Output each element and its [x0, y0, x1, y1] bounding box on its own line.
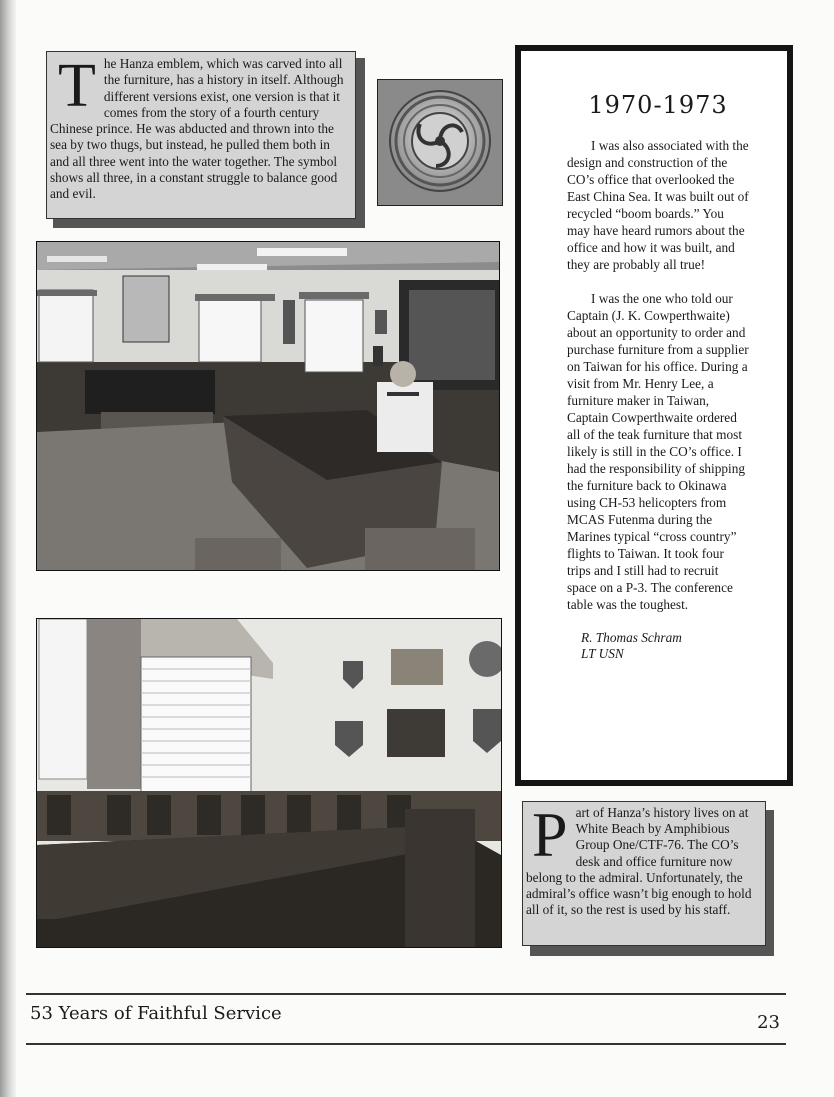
- history-caption-text: art of Hanza’s history lives on at White Beach by Amphibious Group One/CTF-76. The CO’s desk and office furniture now belong to the admiral. Unfortunately, the admiral’s office wasn’t big enough to hold all of it, so the rest is used by his staff.: [526, 805, 752, 918]
- author-rank: LT USN: [581, 646, 624, 661]
- conference-room-photo: [36, 618, 502, 948]
- author-name: R. Thomas Schram: [581, 630, 682, 645]
- hanza-emblem-photo: [377, 79, 503, 206]
- publication-title: 53 Years of Faithful Service: [30, 1003, 282, 1024]
- footer-bottom-rule: [26, 1043, 786, 1045]
- sidebar-paragraph: I was the one who told our Captain (J. K. Cowperthwaite) about an opportunity to order and purchase furniture from a supplier on Taiwan for his office. During a visit from Mr. Henry Lee, a furniture maker in Taiwan, Captain Cowperthwaite ordered all of the teak furniture that most likely is still in the CO’s office. I had the responsibility of shipping the furniture back to Okinawa using CH-53 helicopters from MCAS Futenma during the Marines typical “cross country” flights to Taiwan. It took four trips and I still had to recruit space on a P-3. The conference table was the toughest.: [567, 291, 749, 612]
- page-binding-shadow: [0, 0, 16, 1097]
- page-number: 23: [757, 1012, 780, 1033]
- emblem-caption-text: he Hanza emblem, which was carved into all the furniture, has a history in itself. Although different versions exist, one version is that it comes from the story of a fourth century Chinese prince. He was abducted and thrown into the sea by two thugs, but instead, he pulled them both in and all three went into the water together. The symbol shows all three, in a constant struggle to balance good and evil.: [50, 56, 344, 202]
- co-office-photo: [36, 241, 500, 571]
- history-caption-box: [522, 801, 766, 946]
- sidebar-paragraph: I was also associated with the design and construction of the CO’s office that overlooked the East China Sea. It was built out of recycled “boom boards.” You may have heard rumors about the office and how it was built, and they are probably all true!: [567, 138, 749, 272]
- sidebar-title: 1970-1973: [588, 91, 728, 119]
- sidebar-1970-1973: [515, 45, 793, 786]
- drop-cap: T: [58, 52, 96, 120]
- drop-cap: P: [532, 799, 568, 870]
- footer-top-rule: [26, 993, 786, 995]
- emblem-caption-box: [46, 51, 356, 219]
